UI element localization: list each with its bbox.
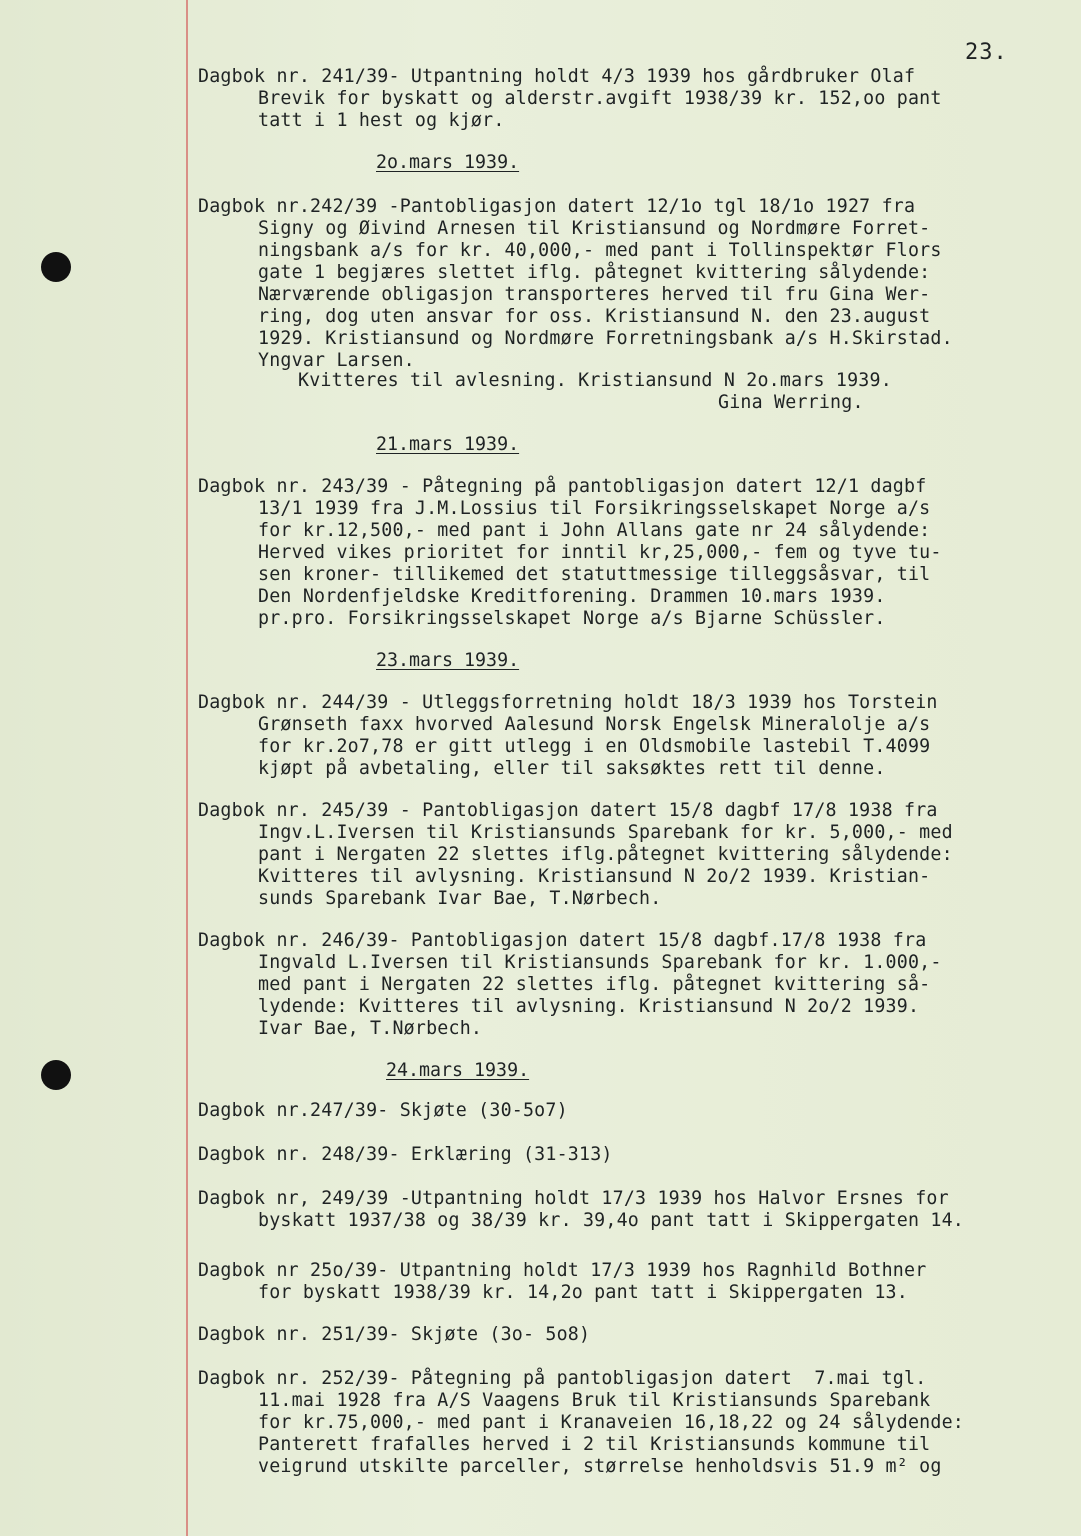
- entry-242-line-6: ring, dog uten ansvar for oss. Kristiansund N. den 23.august: [258, 306, 931, 327]
- entry-242-line-4: gate 1 begjæres slettet iflg. påtegnet kvittering sålydende:: [258, 262, 931, 283]
- entry-245-line-1: Dagbok nr. 245/39 - Pantobligasjon datert 15/8 dagbf 17/8 1938 fra: [198, 800, 938, 821]
- entry-242-line-5: Nærværende obligasjon transporteres herved til fru Gina Wer-: [258, 284, 931, 305]
- entry-246-line-3: med pant i Nergaten 22 slettes iflg. påtegnet kvittering så-: [258, 974, 931, 995]
- entry-247-line-1: Dagbok nr.247/39- Skjøte (30-5o7): [198, 1100, 568, 1121]
- entry-243-line-5: sen kroner- tillikemed det statuttmessige tilleggsåsvar, til: [258, 564, 931, 585]
- entry-243-line-4: Herved vikes prioritet for inntil kr,25,000,- fem og tyve tu-: [258, 542, 942, 563]
- entry-252-line-5: veigrund utskilte parceller, størrelse henholdsvis 51.9 m² og: [258, 1456, 942, 1477]
- entry-246-line-2: Ingvald L.Iversen til Kristiansunds Sparebank for kr. 1.000,-: [258, 952, 942, 973]
- entry-245-line-2: Ingv.L.Iversen til Kristiansunds Sparebank for kr. 5,000,- med: [258, 822, 953, 843]
- entry-242-line-7: 1929. Kristiansund og Nordmøre Forretningsbank a/s H.Skirstad.: [258, 328, 953, 349]
- entry-243-line-7: pr.pro. Forsikringsselskapet Norge a/s Bjarne Schüssler.: [258, 608, 886, 629]
- entry-250-line-2: for byskatt 1938/39 kr. 14,2o pant tatt i Skippergaten 13.: [258, 1282, 908, 1303]
- page-number: 23.: [965, 40, 1008, 65]
- entry-241-line-2: Brevik for byskatt og alderstr.avgift 1938/39 kr. 152,oo pant: [258, 88, 942, 109]
- entry-245-line-4: Kvitteres til avlysning. Kristiansund N 2o/2 1939. Kristian-: [258, 866, 931, 887]
- red-margin-line: [186, 0, 188, 1536]
- entry-242-line-8: Yngvar Larsen.: [258, 350, 415, 371]
- entry-249-line-2: byskatt 1937/38 og 38/39 kr. 39,4o pant tatt i Skippergaten 14.: [258, 1210, 964, 1231]
- date-heading: 23.mars 1939.: [376, 650, 520, 671]
- entry-243-line-6: Den Nordenfjeldske Kreditforening. Drammen 10.mars 1939.: [258, 586, 886, 607]
- entry-248-line-1: Dagbok nr. 248/39- Erklæring (31-313): [198, 1144, 613, 1165]
- entry-251-line-1: Dagbok nr. 251/39- Skjøte (3o- 5o8): [198, 1324, 591, 1345]
- entry-252-line-4: Panterett frafalles herved i 2 til Kristiansunds kommune til: [258, 1434, 931, 1455]
- entry-244-line-3: for kr.2o7,78 er gitt utlegg i en Oldsmobile lastebil T.4099: [258, 736, 931, 757]
- entry-245-line-5: sunds Sparebank Ivar Bae, T.Nørbech.: [258, 888, 662, 909]
- entry-246-line-1: Dagbok nr. 246/39- Pantobligasjon datert 15/8 dagbf.17/8 1938 fra: [198, 930, 927, 951]
- entry-241-line-3: tatt i 1 hest og kjør.: [258, 110, 505, 131]
- entry-245-line-3: pant i Nergaten 22 slettes iflg.påtegnet kvittering sålydende:: [258, 844, 953, 865]
- entry-252-line-2: 11.mai 1928 fra A/S Vaagens Bruk til Kristiansunds Sparebank: [258, 1390, 931, 1411]
- entry-242-line-9: Kvitteres til avlesning. Kristiansund N 2o.mars 1939.: [298, 370, 892, 391]
- date-heading: 21.mars 1939.: [376, 434, 520, 455]
- entry-250-line-1: Dagbok nr 25o/39- Utpantning holdt 17/3 1939 hos Ragnhild Bothner: [198, 1260, 927, 1281]
- entry-243-line-1: Dagbok nr. 243/39 - Påtegning på pantobligasjon datert 12/1 dagbf: [198, 476, 927, 497]
- entry-244-line-2: Grønseth faxx hvorved Aalesund Norsk Engelsk Mineralolje a/s: [258, 714, 931, 735]
- date-heading: 2o.mars 1939.: [376, 152, 520, 173]
- entry-252-line-1: Dagbok nr. 252/39- Påtegning på pantobligasjon datert 7.mai tgl.: [198, 1368, 927, 1389]
- entry-242-line-2: Signy og Øivind Arnesen til Kristiansund og Nordmøre Forret-: [258, 218, 931, 239]
- entry-242-line-3: ningsbank a/s for kr. 40,000,- med pant i Tollinspektør Flors: [258, 240, 942, 261]
- punch-hole-icon: [41, 1060, 71, 1090]
- entry-243-line-2: 13/1 1939 fra J.M.Lossius til Forsikringsselskapet Norge a/s: [258, 498, 931, 519]
- entry-244-line-1: Dagbok nr. 244/39 - Utleggsforretning holdt 18/3 1939 hos Torstein: [198, 692, 938, 713]
- entry-241-line-1: Dagbok nr. 241/39- Utpantning holdt 4/3 1939 hos gårdbruker Olaf: [198, 66, 916, 87]
- punch-hole-icon: [41, 252, 71, 282]
- entry-243-line-3: for kr.12,500,- med pant i John Allans gate nr 24 sålydende:: [258, 520, 931, 541]
- entry-252-line-3: for kr.75,000,- med pant i Kranaveien 16,18,22 og 24 sålydende:: [258, 1412, 964, 1433]
- entry-246-line-5: Ivar Bae, T.Nørbech.: [258, 1018, 483, 1039]
- entry-242-signature: Gina Werring.: [718, 392, 864, 413]
- entry-242-line-1: Dagbok nr.242/39 -Pantobligasjon datert 12/1o tgl 18/1o 1927 fra: [198, 196, 916, 217]
- date-heading: 24.mars 1939.: [386, 1060, 530, 1081]
- entry-249-line-1: Dagbok nr, 249/39 -Utpantning holdt 17/3 1939 hos Halvor Ersnes for: [198, 1188, 949, 1209]
- entry-246-line-4: lydende: Kvitteres til avlysning. Kristiansund N 2o/2 1939.: [258, 996, 920, 1017]
- entry-244-line-4: kjøpt på avbetaling, eller til saksøktes rett til denne.: [258, 758, 886, 779]
